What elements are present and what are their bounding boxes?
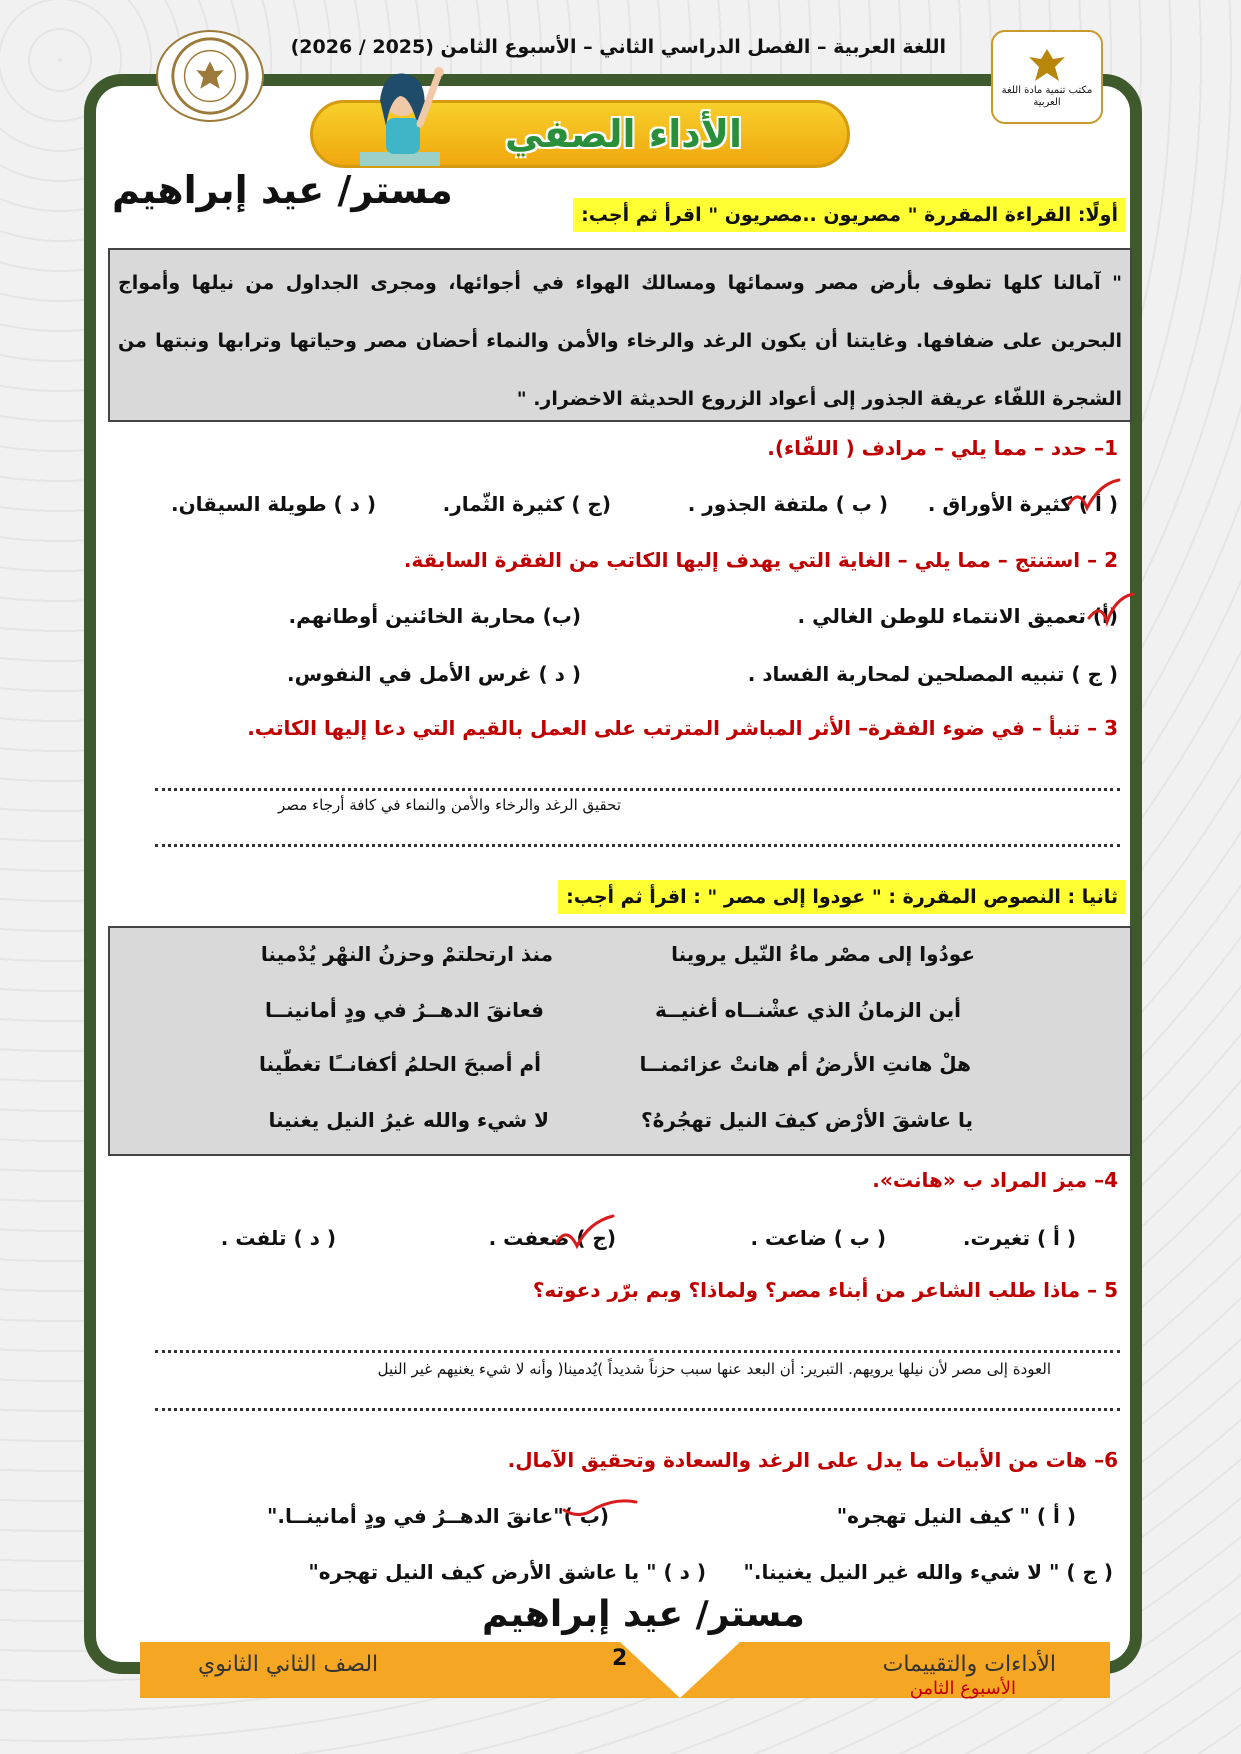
footer-assessments: الأداءات والتقييمات — [882, 1652, 1056, 1677]
q4-option-b: ( ب ) ضاعت . — [750, 1226, 886, 1250]
reading-passage-box — [108, 248, 1132, 422]
q6-option-a: ( أ ) " كيف النيل تهجره" — [836, 1504, 1076, 1528]
answer-line — [155, 844, 1120, 847]
q6-option-c: ( ج ) " لا شيء والله غير النيل يغنينا." — [743, 1560, 1113, 1584]
footer-grade: الصف الثاني الثانوي — [198, 1652, 379, 1677]
q1-option-d: ( د ) طويلة السيقان. — [170, 492, 376, 516]
q4-check-mark-icon — [553, 1212, 617, 1256]
banner-title: الأداء الصفي — [505, 112, 743, 156]
q6-option-b: (ب )"عانقَ الدهــرُ في ودٍ أمانينــا." — [266, 1504, 609, 1528]
q2-option-d: ( د ) غرس الأمل في النفوس. — [287, 662, 581, 686]
question-5 — [533, 1278, 1118, 1302]
q1-option-b: ( ب ) ملتفة الجذور . — [687, 492, 888, 516]
office-logo-caption: مكتب تنمية مادة اللغة العربية — [1001, 85, 1093, 108]
q2-check-mark-icon — [1085, 590, 1137, 630]
header-title: اللغة العربية – الفصل الدراسي الثاني – الأسبوع الثامن (2025 / 2026) — [290, 36, 946, 58]
poem-line-2-second: فعانقَ الدهــرُ في ودٍ أمانينــا — [265, 998, 544, 1022]
q2-option-a: (أ) تعميق الانتماء للوطن الغالي . — [797, 604, 1118, 628]
poem-line-1-first: عودُوا إلى مصْر ماءُ النّيل يروينا — [671, 942, 975, 966]
q6-option-d: ( د ) " يا عاشق الأرض كيف النيل تهجره" — [308, 1560, 706, 1584]
answer-line — [155, 1350, 1120, 1353]
reading-passage: " آمالنا كلها تطوف بأرض مصر وسمائها ومسالك الهواء في أجوائها، ومجرى الجداول من نيلها وأمواج البحرين على ضفافها. وغايتنا أن يكون الرغد والرخاء والأمن والنماء أحضان مصر وحياتها وترابها ونبتها من الشجرة اللفّاء عريقة الجذور إلى أعواد الزروع الحديثة الاخضرار. " — [118, 272, 1122, 410]
q3-answer: تحقيق الرغد والرخاء والأمن والنماء في كافة أرجاء مصر — [278, 796, 621, 814]
question-3 — [247, 716, 1118, 740]
question-4 — [872, 1168, 1118, 1192]
q1-check-mark-icon — [1065, 478, 1125, 518]
poem-line-3-second: أم أصبحَ الحلمُ أكفانــًا تغطّينا — [259, 1052, 541, 1076]
q6-check-mark-icon — [560, 1494, 640, 1524]
eagle-emblem-icon — [1025, 45, 1069, 85]
q4-option-a: ( أ ) تغيرت. — [962, 1226, 1076, 1250]
section-one-title: أولًا: القراءة المقررة " مصريون ..مصريون " اقرأ ثم أجب: — [573, 198, 1126, 232]
question-1 — [767, 436, 1118, 460]
poem-line-2-first: أين الزمانُ الذي عشْنــاه أغنيــة — [654, 998, 961, 1022]
teacher-name: مستر/ عيد إبراهيم — [112, 168, 453, 212]
ministry-seal-icon — [161, 34, 259, 118]
question-4-text: 4– ميز المراد ب «هانت». — [872, 1168, 1118, 1192]
poem-line-3-first: هلْ هانتِ الأرضُ أم هانتْ عزائمنــا — [639, 1052, 971, 1076]
page-number: 2 — [612, 1646, 628, 1671]
question-5-text: 5 – ماذا طلب الشاعر من أبناء مصر؟ ولماذا؟ وبم برّر دعوته؟ — [532, 1278, 1118, 1302]
teacher-name-footer: مستر/ عيد إبراهيم — [482, 1594, 805, 1635]
q5-answer: العودة إلى مصر لأن نيلها يرويهم. التبرير: أن البعد عنها سبب حزناً شديداً )يُدمينا( وأنه لا شيء يغنيهم غير النيل — [377, 1360, 1051, 1378]
question-6-text: 6– هات من الأبيات ما يدل على الرغد والسعادة وتحقيق الآمال. — [507, 1448, 1118, 1472]
student-illustration-icon — [340, 56, 480, 174]
ministry-office-logo — [991, 30, 1103, 124]
question-6 — [508, 1448, 1118, 1472]
answer-line — [155, 1408, 1120, 1411]
question-2-text: 2 – استنتج – مما يلي – الغاية التي يهدف إليها الكاتب من الفقرة السابقة. — [403, 548, 1118, 572]
poem-line-4-second: لا شيء والله غيرُ النيل يغنينا — [268, 1108, 549, 1132]
q1-option-a: ( أ ) كثيرة الأوراق . — [927, 492, 1118, 516]
q4-option-d: ( د ) تلفت . — [220, 1226, 336, 1250]
q4-option-c: (ج ) ضعفت . — [488, 1226, 616, 1250]
poem-line-4-first: يا عاشقَ الأرْض كيفَ النيل تهجُرهُ؟ — [640, 1108, 973, 1132]
q1-option-c: (ج ) كثيرة الثّمار. — [442, 492, 611, 516]
poem-line-1-second: منذ ارتحلتمْ وحزنُ النهْر يُدْمينا — [260, 942, 553, 966]
q2-option-c: ( ج ) تنبيه المصلحين لمحاربة الفساد . — [747, 662, 1118, 686]
question-3-text: 3 – تنبأ – في ضوء الفقرة– الأثر المباشر المترتب على العمل بالقيم التي دعا إليها الكاتب. — [247, 716, 1118, 740]
section-two-title: ثانيا : النصوص المقررة : " عودوا إلى مصر " : اقرأ ثم أجب: — [558, 880, 1126, 914]
answer-line — [155, 788, 1120, 791]
ministry-seal-logo — [156, 30, 264, 122]
question-1-text: 1– حدد – مما يلي – مرادف ( اللفّاء). — [767, 436, 1118, 460]
footer-notch — [620, 1642, 740, 1698]
footer-week: الأسبوع الثامن — [909, 1678, 1016, 1699]
q2-option-b: (ب) محاربة الخائنين أوطانهم. — [288, 604, 581, 628]
question-2 — [404, 548, 1118, 572]
